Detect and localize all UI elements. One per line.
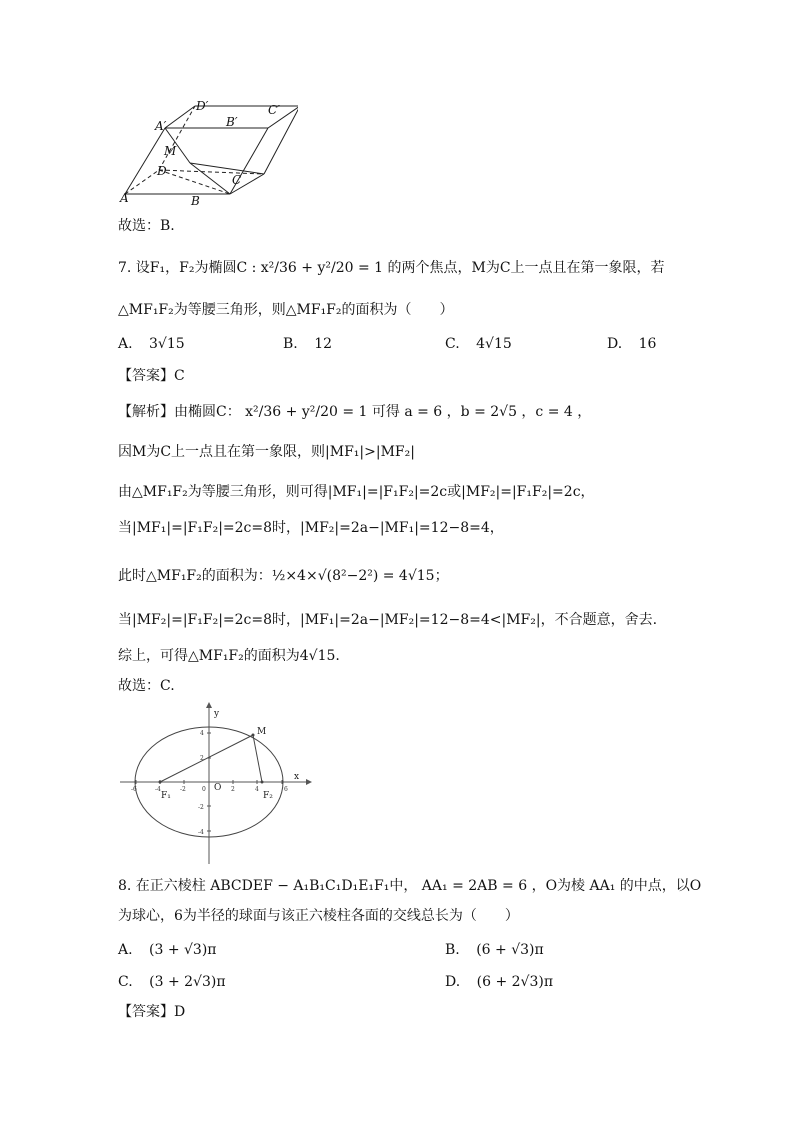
q7-analysis-line-7: 综上，可得△MF₁F₂的面积为4√15. (118, 648, 340, 664)
q7-option-c (445, 334, 512, 354)
q7-answer: 【答案】C (118, 368, 185, 384)
ellipse-figure (118, 700, 318, 868)
q7-analysis-line-6: 当|MF₂|=|F₁F₂|=2c=8时，|MF₁|=2a−|MF₂|=12−8=4<|MF₂|，不合题意，舍去. (118, 612, 658, 628)
option-text: 3√15 (149, 336, 185, 352)
label-a: A (120, 191, 129, 205)
option-label: B. (445, 942, 460, 958)
q8-option-a (118, 940, 217, 960)
q7-stem-line-2: △MF₁F₂为等腰三角形，则△MF₁F₂的面积为（ ） (118, 302, 454, 318)
label-c-prime: C′ (268, 103, 280, 117)
y-axis-label: y (214, 709, 220, 719)
origin-label: O (214, 783, 222, 793)
option-label: A. (118, 336, 133, 352)
y-tick-label: 2 (200, 755, 204, 762)
q8-option-c (118, 972, 226, 992)
q7-option-d (607, 334, 656, 354)
q7-stem-line-1: 7. 设F₁，F₂为椭圆C : x²/36 + y²/20 = 1 的两个焦点，M为C上一点且在第一象限，若 (118, 260, 665, 276)
q8-option-b (445, 940, 544, 960)
q8-option-d (445, 972, 553, 992)
option-text: 16 (638, 336, 657, 352)
option-text: (3 + 2√3)π (149, 974, 226, 990)
label-d: D (157, 164, 167, 178)
x-tick-label: 0 (202, 786, 206, 793)
option-text: (6 + √3)π (476, 942, 544, 958)
q7-conclusion: 故选：C. (118, 678, 175, 694)
y-tick-label: -4 (198, 829, 204, 836)
q7-analysis-line-5: 此时△MF₁F₂的面积为：½×4×√(8²−2²) = 4√15； (118, 568, 449, 584)
option-label: A. (118, 942, 133, 958)
q8-stem-line-1: 8. 在正六棱柱 ABCDEF − A₁B₁C₁D₁E₁F₁中， AA₁ = 2AB = 6 ，O为棱 AA₁ 的中点，以O (118, 878, 702, 894)
x-tick-label: 6 (284, 786, 288, 793)
option-label: B. (283, 336, 298, 352)
q8-answer: 【答案】D (118, 1004, 186, 1020)
y-tick-label: -2 (198, 804, 204, 811)
point-f1-label: F₁ (161, 791, 171, 801)
point-f2-label: F₂ (263, 791, 273, 801)
q8-stem-line-2: 为球心，6为半径的球面与该正六棱柱各面的交线总长为（ ） (118, 908, 519, 924)
x-axis-label: x (294, 772, 300, 782)
label-d-prime: D′ (196, 99, 209, 113)
q7-analysis-line-3: 由△MF₁F₂为等腰三角形，则可得|MF₁|=|F₁F₂|=2c或|MF₂|=|F₁F₂|=2c， (118, 484, 595, 500)
y-tick-label: 4 (200, 730, 204, 737)
option-label: C. (118, 974, 133, 990)
q7-analysis-line-1: 【解析】由椭圆C： x²/36 + y²/20 = 1 可得 a = 6 ，b = 2√5 ，c = 4 ， (118, 404, 592, 420)
option-text: 12 (314, 336, 333, 352)
x-tick-label: 4 (255, 786, 259, 793)
option-label: C. (445, 336, 460, 352)
option-label: D. (445, 974, 461, 990)
option-label: D. (607, 336, 623, 352)
q7-analysis-line-4: 当|MF₁|=|F₁F₂|=2c=8时，|MF₂|=2a−|MF₁|=12−8=4， (118, 520, 504, 536)
point-m-label: M (257, 727, 267, 737)
option-text: (6 + 2√3)π (476, 974, 554, 990)
x-tick-label: 2 (231, 786, 235, 793)
x-tick-label: -6 (131, 786, 137, 793)
q7-analysis-line-2: 因M为C上一点且在第一象限，则|MF₁|>|MF₂| (118, 444, 415, 460)
label-b: B (191, 194, 200, 208)
option-text: (3 + √3)π (149, 942, 217, 958)
label-m: M (164, 144, 177, 158)
x-tick-label: -4 (155, 786, 161, 793)
parallelepiped-figure (118, 98, 298, 210)
option-text: 4√15 (476, 336, 512, 352)
label-c: C (232, 173, 242, 187)
q6-answer-line: 故选：B. (118, 218, 175, 234)
label-b-prime: B′ (226, 115, 238, 129)
q7-option-a (118, 334, 185, 354)
x-tick-label: -2 (180, 786, 186, 793)
label-a-prime: A′ (155, 119, 167, 133)
q7-option-b (283, 334, 332, 354)
